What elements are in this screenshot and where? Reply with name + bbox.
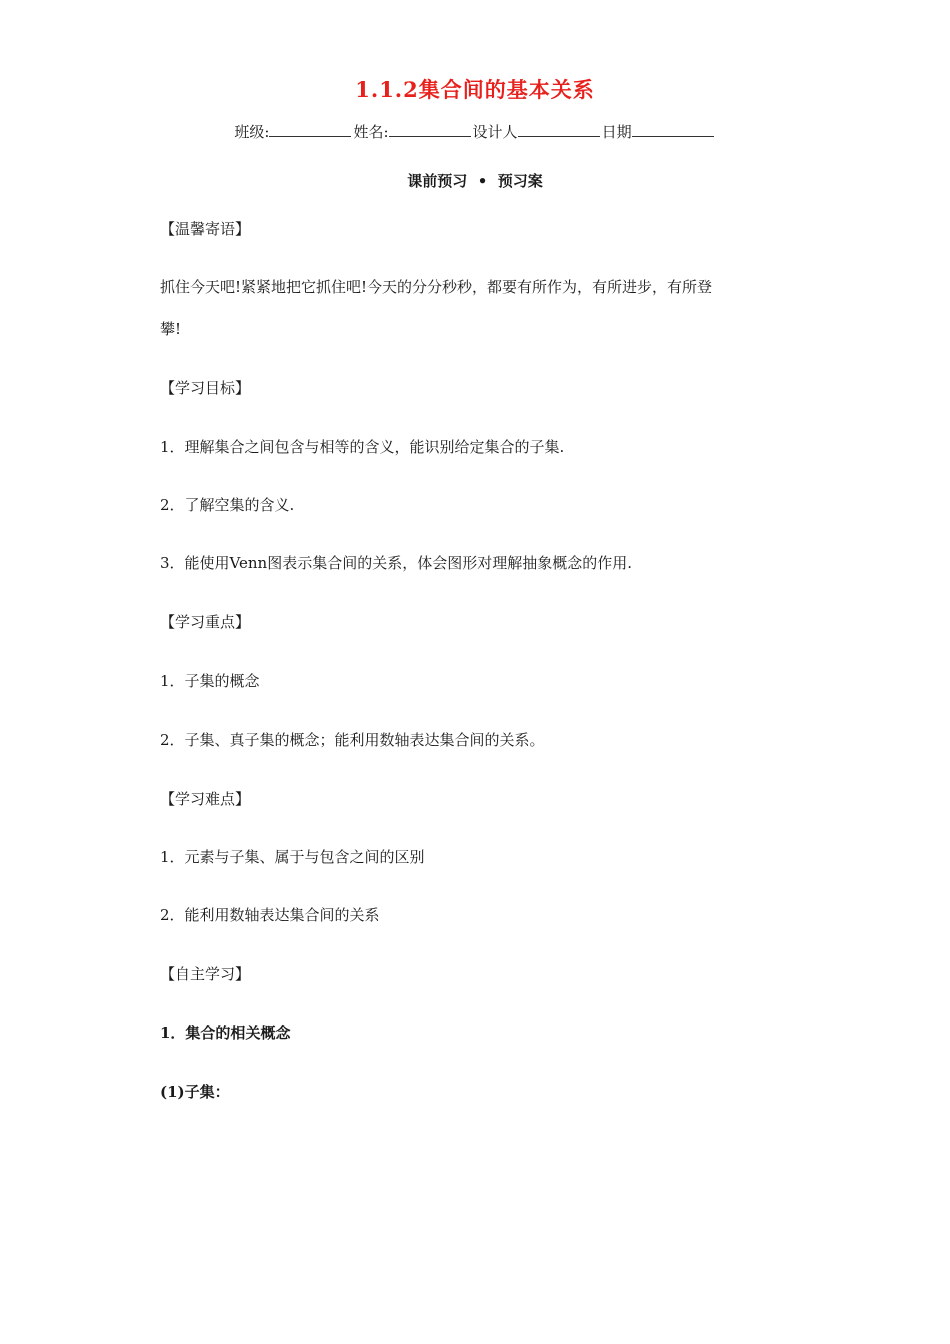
subset-subheading: (1)子集： bbox=[160, 1083, 230, 1101]
class-blank bbox=[269, 122, 351, 137]
difficulty-item: 2．能利用数轴表达集合间的关系 bbox=[160, 906, 380, 924]
goal-item: 2．了解空集的含义. bbox=[160, 496, 295, 514]
key-point-item: 1．子集的概念 bbox=[160, 672, 260, 690]
warm-words-line-2: 攀! bbox=[160, 320, 182, 338]
date-label: 日期 bbox=[601, 123, 632, 141]
document-title: 1.1.2集合间的基本关系 bbox=[355, 77, 595, 102]
self-study-subheading: 1．集合的相关概念 bbox=[160, 1024, 291, 1042]
goal-item: 1．理解集合之间包含与相等的含义，能识别给定集合的子集. bbox=[160, 438, 565, 456]
key-point-item: 2．子集、真子集的概念；能利用数轴表达集合间的关系。 bbox=[160, 731, 545, 749]
warm-words-heading: 【温馨寄语】 bbox=[160, 220, 251, 238]
difficulty-item: 1．元素与子集、属于与包含之间的区别 bbox=[160, 848, 425, 866]
date-blank bbox=[632, 122, 714, 137]
designer-label: 设计人 bbox=[472, 123, 518, 141]
warm-words-line-1: 抓住今天吧!紧紧地把它抓住吧!今天的分分秒秒，都要有所作为，有所进步，有所登 bbox=[160, 278, 713, 296]
name-blank bbox=[389, 122, 471, 137]
section-title: 课前预习 • 预习案 bbox=[407, 172, 543, 190]
self-study-heading: 【自主学习】 bbox=[160, 965, 251, 983]
key-points-heading: 【学习重点】 bbox=[160, 613, 251, 631]
designer-blank bbox=[518, 122, 600, 137]
name-label: 姓名: bbox=[353, 123, 389, 141]
info-line bbox=[0, 121, 950, 142]
class-label: 班级: bbox=[234, 123, 270, 141]
goals-heading: 【学习目标】 bbox=[160, 379, 251, 397]
goal-item: 3．能使用Venn图表示集合间的关系，体会图形对理解抽象概念的作用. bbox=[160, 554, 632, 572]
difficulties-heading: 【学习难点】 bbox=[160, 790, 251, 808]
